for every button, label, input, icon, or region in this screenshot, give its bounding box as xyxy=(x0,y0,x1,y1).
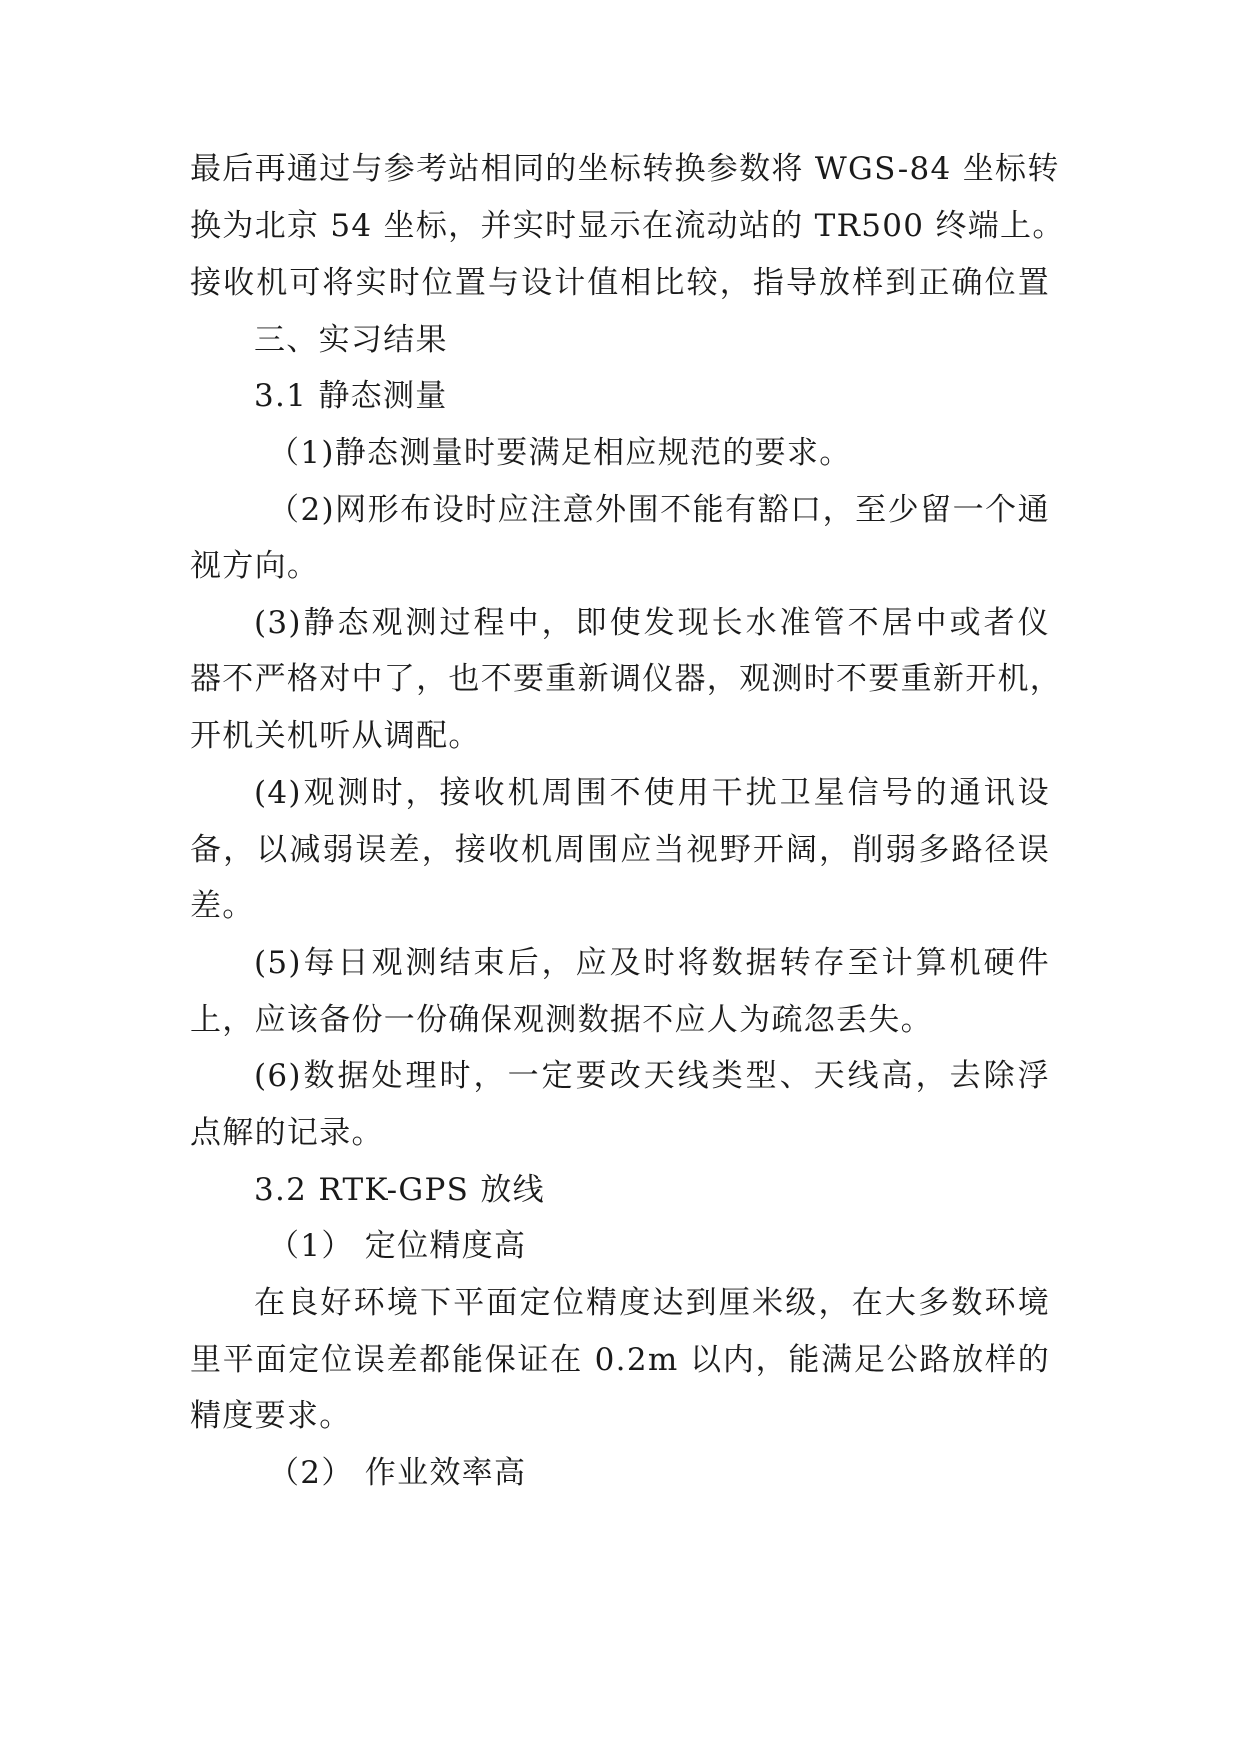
text-line: 上，应该备份一份确保观测数据不应人为疏忽丢失。 xyxy=(190,1002,933,1038)
text-line: 开机关机听从调配。 xyxy=(190,718,481,754)
text-line: (3)静态观测过程中，即使发现长水准管不居中或者仪 xyxy=(254,605,1050,641)
section-heading: 三、实习结果 xyxy=(254,322,448,358)
text-line: 在良好环境下平面定位精度达到厘米级，在大多数环境 xyxy=(254,1285,1050,1321)
text-line: 视方向。 xyxy=(190,548,320,584)
text-line: （2)网形布设时应注意外围不能有豁口，至少留一个通 xyxy=(268,492,1050,528)
text-line: 里平面定位误差都能保证在 0.2m 以内，能满足公路放样的 xyxy=(190,1342,1050,1378)
text-line: 换为北京 54 坐标，并实时显示在流动站的 TR500 终端上。 xyxy=(190,208,1065,244)
text-line: 最后再通过与参考站相同的坐标转换参数将 WGS-84 坐标转 xyxy=(190,151,1060,187)
list-item-heading: （1） 定位精度高 xyxy=(268,1228,527,1264)
text-line: (4)观测时，接收机周围不使用干扰卫星信号的通讯设 xyxy=(254,775,1050,811)
text-line: 点解的记录。 xyxy=(190,1115,384,1151)
text-line: (5)每日观测结束后，应及时将数据转存至计算机硬件 xyxy=(254,945,1050,981)
text-line: （1)静态测量时要满足相应规范的要求。 xyxy=(268,435,852,471)
subsection-heading: 3.2 RTK-GPS 放线 xyxy=(254,1172,545,1208)
list-item-heading: （2） 作业效率高 xyxy=(268,1455,527,1491)
text-line: (6)数据处理时，一定要改天线类型、天线高，去除浮 xyxy=(254,1058,1050,1094)
text-line: 差。 xyxy=(190,888,255,924)
text-line: 精度要求。 xyxy=(190,1398,352,1434)
text-line: 接收机可将实时位置与设计值相比较，指导放样到正确位置 xyxy=(190,265,1050,301)
subsection-heading: 3.1 静态测量 xyxy=(254,378,448,414)
text-line: 备，以减弱误差，接收机周围应当视野开阔，削弱多路径误 xyxy=(190,832,1050,868)
text-line: 器不严格对中了，也不要重新调仪器，观测时不要重新开机， xyxy=(190,661,1063,697)
